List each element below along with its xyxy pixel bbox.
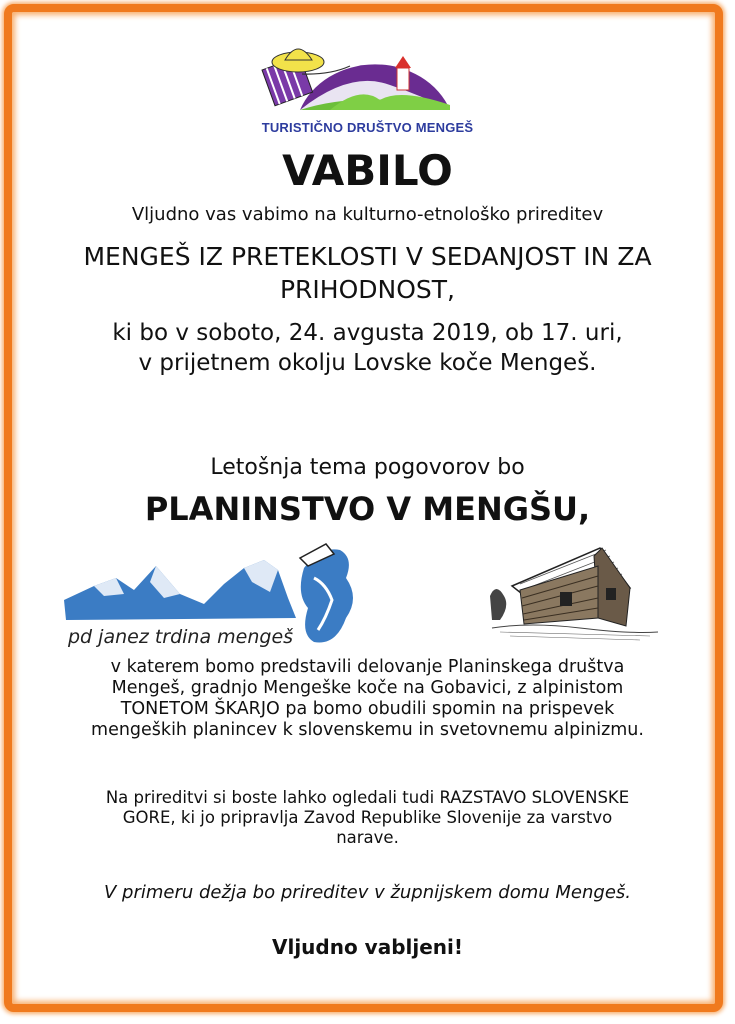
event-title (0, 240, 735, 306)
event-place-line: v prijetnem okolju Lovske koče Mengeš. (138, 350, 597, 376)
paragraph-line: mengeških planincev k slovenskemu in svetovnemu alpinizmu. (91, 720, 644, 740)
paragraph-line: Mengeš, gradnjo Mengeške koče na Gobavici, z alpinistom (111, 678, 624, 698)
event-date-line: ki bo v soboto, 24. avgusta 2019, ob 17. uri, (112, 320, 623, 346)
rain-note: V primeru dežja bo prireditev v župnijskem domu Mengeš. (103, 882, 631, 903)
org-name: TURISTIČNO DRUŠTVO MENGEŠ (261, 120, 474, 135)
mountain-hut-illustration (490, 536, 660, 644)
program-paragraph (0, 657, 735, 741)
paragraph-line: narave. (336, 828, 399, 847)
paragraph-line: TONETOM ŠKARJO pa bomo obudili spomin na prispevek (120, 699, 615, 719)
mountaineering-club-name: pd janez trdina mengeš (68, 626, 294, 648)
paragraph-line: GORE, ki jo pripravlja Zavod Republike Slovenije za varstvo (122, 808, 613, 827)
paragraph-line: v katerem bomo predstavili delovanje Planinskega društva (110, 657, 625, 677)
exhibition-paragraph (0, 788, 735, 848)
paragraph-line: Na prireditvi si boste lahko ogledali tudi RAZSTAVO SLOVENSKE (105, 788, 630, 807)
event-when (0, 318, 735, 378)
theme-title: PLANINSTVO V MENGŠU, (144, 490, 591, 528)
event-title-line2: PRIHODNOST, (279, 275, 455, 304)
invitation-title: VABILO (282, 146, 453, 195)
theme-intro: Letošnja tema pogovorov bo (210, 455, 525, 480)
closing-line: Vljudno vabljeni! (271, 935, 464, 959)
event-title-line1: MENGEŠ IZ PRETEKLOSTI V SEDANJOST IN ZA (83, 242, 652, 271)
intro-line: Vljudno vas vabimo na kulturno-etnološko prireditev (131, 204, 604, 225)
